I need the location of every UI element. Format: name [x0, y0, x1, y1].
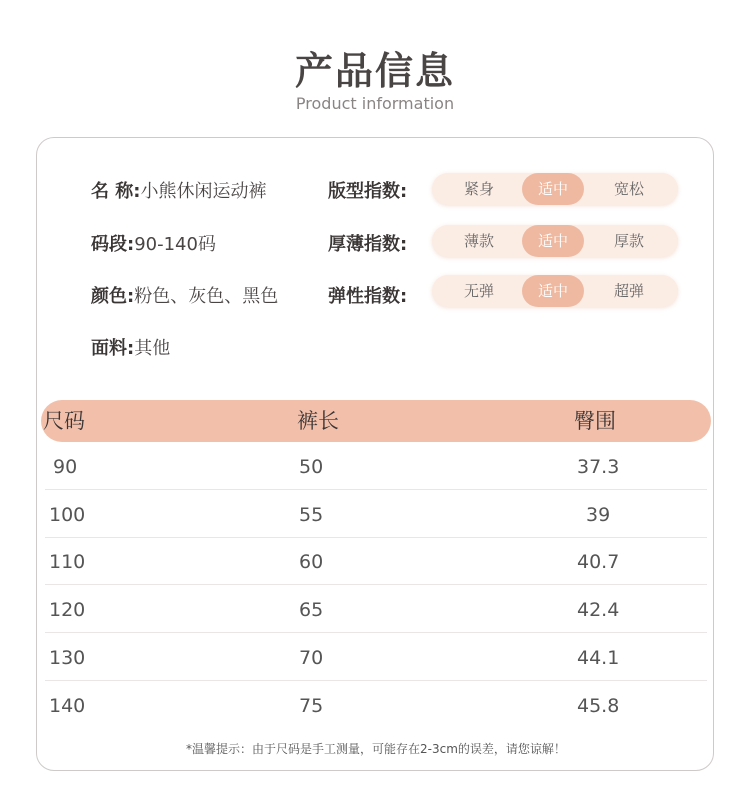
cell-hip: 44.1	[577, 647, 620, 669]
spec-color	[91, 282, 278, 308]
cell-size: 140	[49, 695, 86, 717]
fit-index-selector	[432, 173, 678, 205]
spec-color-value: 粉色、灰色、黑色	[134, 286, 279, 307]
cell-size: 120	[49, 599, 86, 621]
thickness-option-thick[interactable]: 厚款	[613, 232, 644, 250]
table-row	[37, 587, 714, 633]
row-divider	[45, 680, 707, 681]
cell-hip: 39	[586, 504, 611, 526]
spec-name-value: 小熊休闲运动裤	[140, 181, 267, 202]
table-row	[37, 444, 714, 490]
row-divider	[45, 489, 707, 490]
column-header-size: 尺码	[43, 409, 85, 433]
cell-size: 100	[49, 504, 86, 526]
spec-name-key: 名 称:	[91, 181, 141, 202]
cell-length: 60	[299, 551, 324, 573]
spec-fabric	[91, 334, 170, 360]
spec-name	[91, 177, 266, 203]
table-row	[37, 683, 714, 729]
cell-size: 130	[49, 647, 86, 669]
spec-size-key: 码段:	[91, 234, 135, 255]
cell-hip: 42.4	[577, 599, 620, 621]
column-header-length: 裤长	[297, 409, 339, 433]
table-row	[37, 492, 714, 538]
table-row	[37, 539, 714, 585]
cell-length: 55	[299, 504, 324, 526]
thickness-option-thin[interactable]: 薄款	[463, 232, 494, 250]
spec-color-key: 颜色:	[91, 286, 135, 307]
cell-length: 75	[299, 695, 324, 717]
elasticity-index-selector	[432, 275, 678, 307]
thickness-index-label: 厚薄指数:	[328, 234, 408, 255]
thickness-option-medium[interactable]: 适中	[522, 225, 584, 257]
measurement-note: *温馨提示：由于尺码是手工测量，可能存在2-3cm的误差，请您谅解！	[186, 742, 566, 756]
cell-hip: 40.7	[577, 551, 620, 573]
cell-size: 110	[49, 551, 86, 573]
page-title: 产品信息	[294, 49, 455, 93]
elasticity-option-medium[interactable]: 适中	[522, 275, 584, 307]
size-table-header	[41, 400, 711, 442]
row-divider	[45, 584, 707, 585]
cell-length: 70	[299, 647, 324, 669]
page-subtitle: Product information	[295, 94, 455, 113]
thickness-index-selector	[432, 225, 678, 257]
fit-option-loose[interactable]: 宽松	[613, 180, 644, 198]
product-info-card	[36, 137, 714, 771]
elasticity-index-label: 弹性指数:	[328, 286, 408, 307]
elasticity-option-none[interactable]: 无弹	[463, 282, 494, 300]
column-header-hip: 臀围	[574, 409, 616, 433]
fit-option-tight[interactable]: 紧身	[463, 180, 494, 198]
table-row	[37, 635, 714, 681]
cell-hip: 37.3	[577, 456, 620, 478]
row-divider	[45, 632, 707, 633]
fit-index-label: 版型指数:	[328, 181, 408, 202]
row-divider	[45, 537, 707, 538]
cell-length: 65	[299, 599, 324, 621]
cell-size: 90	[53, 456, 78, 478]
cell-length: 50	[299, 456, 324, 478]
spec-size	[91, 230, 216, 256]
fit-option-regular[interactable]: 适中	[522, 173, 584, 205]
cell-hip: 45.8	[577, 695, 620, 717]
elasticity-option-high[interactable]: 超弹	[613, 282, 644, 300]
spec-fabric-value: 其他	[134, 338, 171, 359]
spec-fabric-key: 面料:	[91, 338, 135, 359]
spec-size-value: 90-140码	[134, 234, 216, 255]
